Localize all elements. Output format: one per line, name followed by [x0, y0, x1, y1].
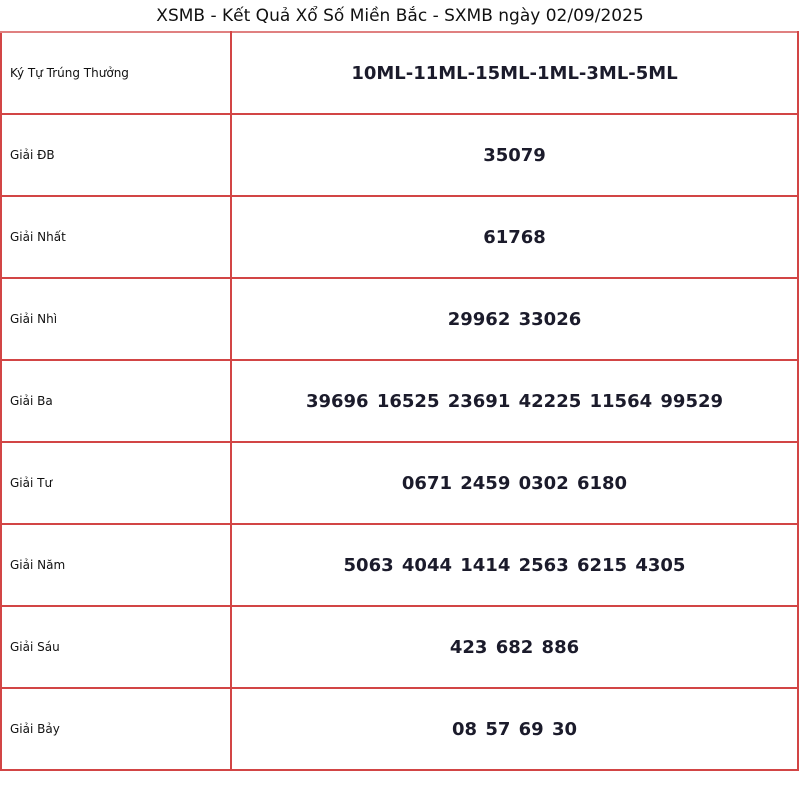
results-table	[0, 31, 799, 771]
table-row-characters	[1, 32, 798, 114]
row-value: 39696 16525 23691 42225 11564 99529	[231, 360, 798, 442]
table-row-sixth-prize	[1, 606, 798, 688]
table-row-first-prize	[1, 196, 798, 278]
row-value: 423 682 886	[231, 606, 798, 688]
table-row-fourth-prize	[1, 442, 798, 524]
row-label: Giải Ba	[1, 360, 231, 442]
table-row-second-prize	[1, 278, 798, 360]
row-value: 29962 33026	[231, 278, 798, 360]
row-label: Giải Năm	[1, 524, 231, 606]
row-value: 61768	[231, 196, 798, 278]
table-row-fifth-prize	[1, 524, 798, 606]
page-title: XSMB - Kết Quả Xổ Số Miền Bắc - SXMB ngày 02/09/2025	[156, 6, 644, 26]
row-label: Giải Nhì	[1, 278, 231, 360]
table-row-third-prize	[1, 360, 798, 442]
row-label: Giải Nhất	[1, 196, 231, 278]
table-row-special-prize	[1, 114, 798, 196]
row-value: 0671 2459 0302 6180	[231, 442, 798, 524]
row-label: Giải Tư	[1, 442, 231, 524]
row-value: 08 57 69 30	[231, 688, 798, 770]
row-label: Giải Sáu	[1, 606, 231, 688]
row-value: 10ML-11ML-15ML-1ML-3ML-5ML	[231, 32, 798, 114]
row-label: Ký Tự Trúng Thưởng	[1, 32, 231, 114]
row-label: Giải ĐB	[1, 114, 231, 196]
row-label: Giải Bảy	[1, 688, 231, 770]
row-value: 5063 4044 1414 2563 6215 4305	[231, 524, 798, 606]
table-row-seventh-prize	[1, 688, 798, 770]
row-value: 35079	[231, 114, 798, 196]
